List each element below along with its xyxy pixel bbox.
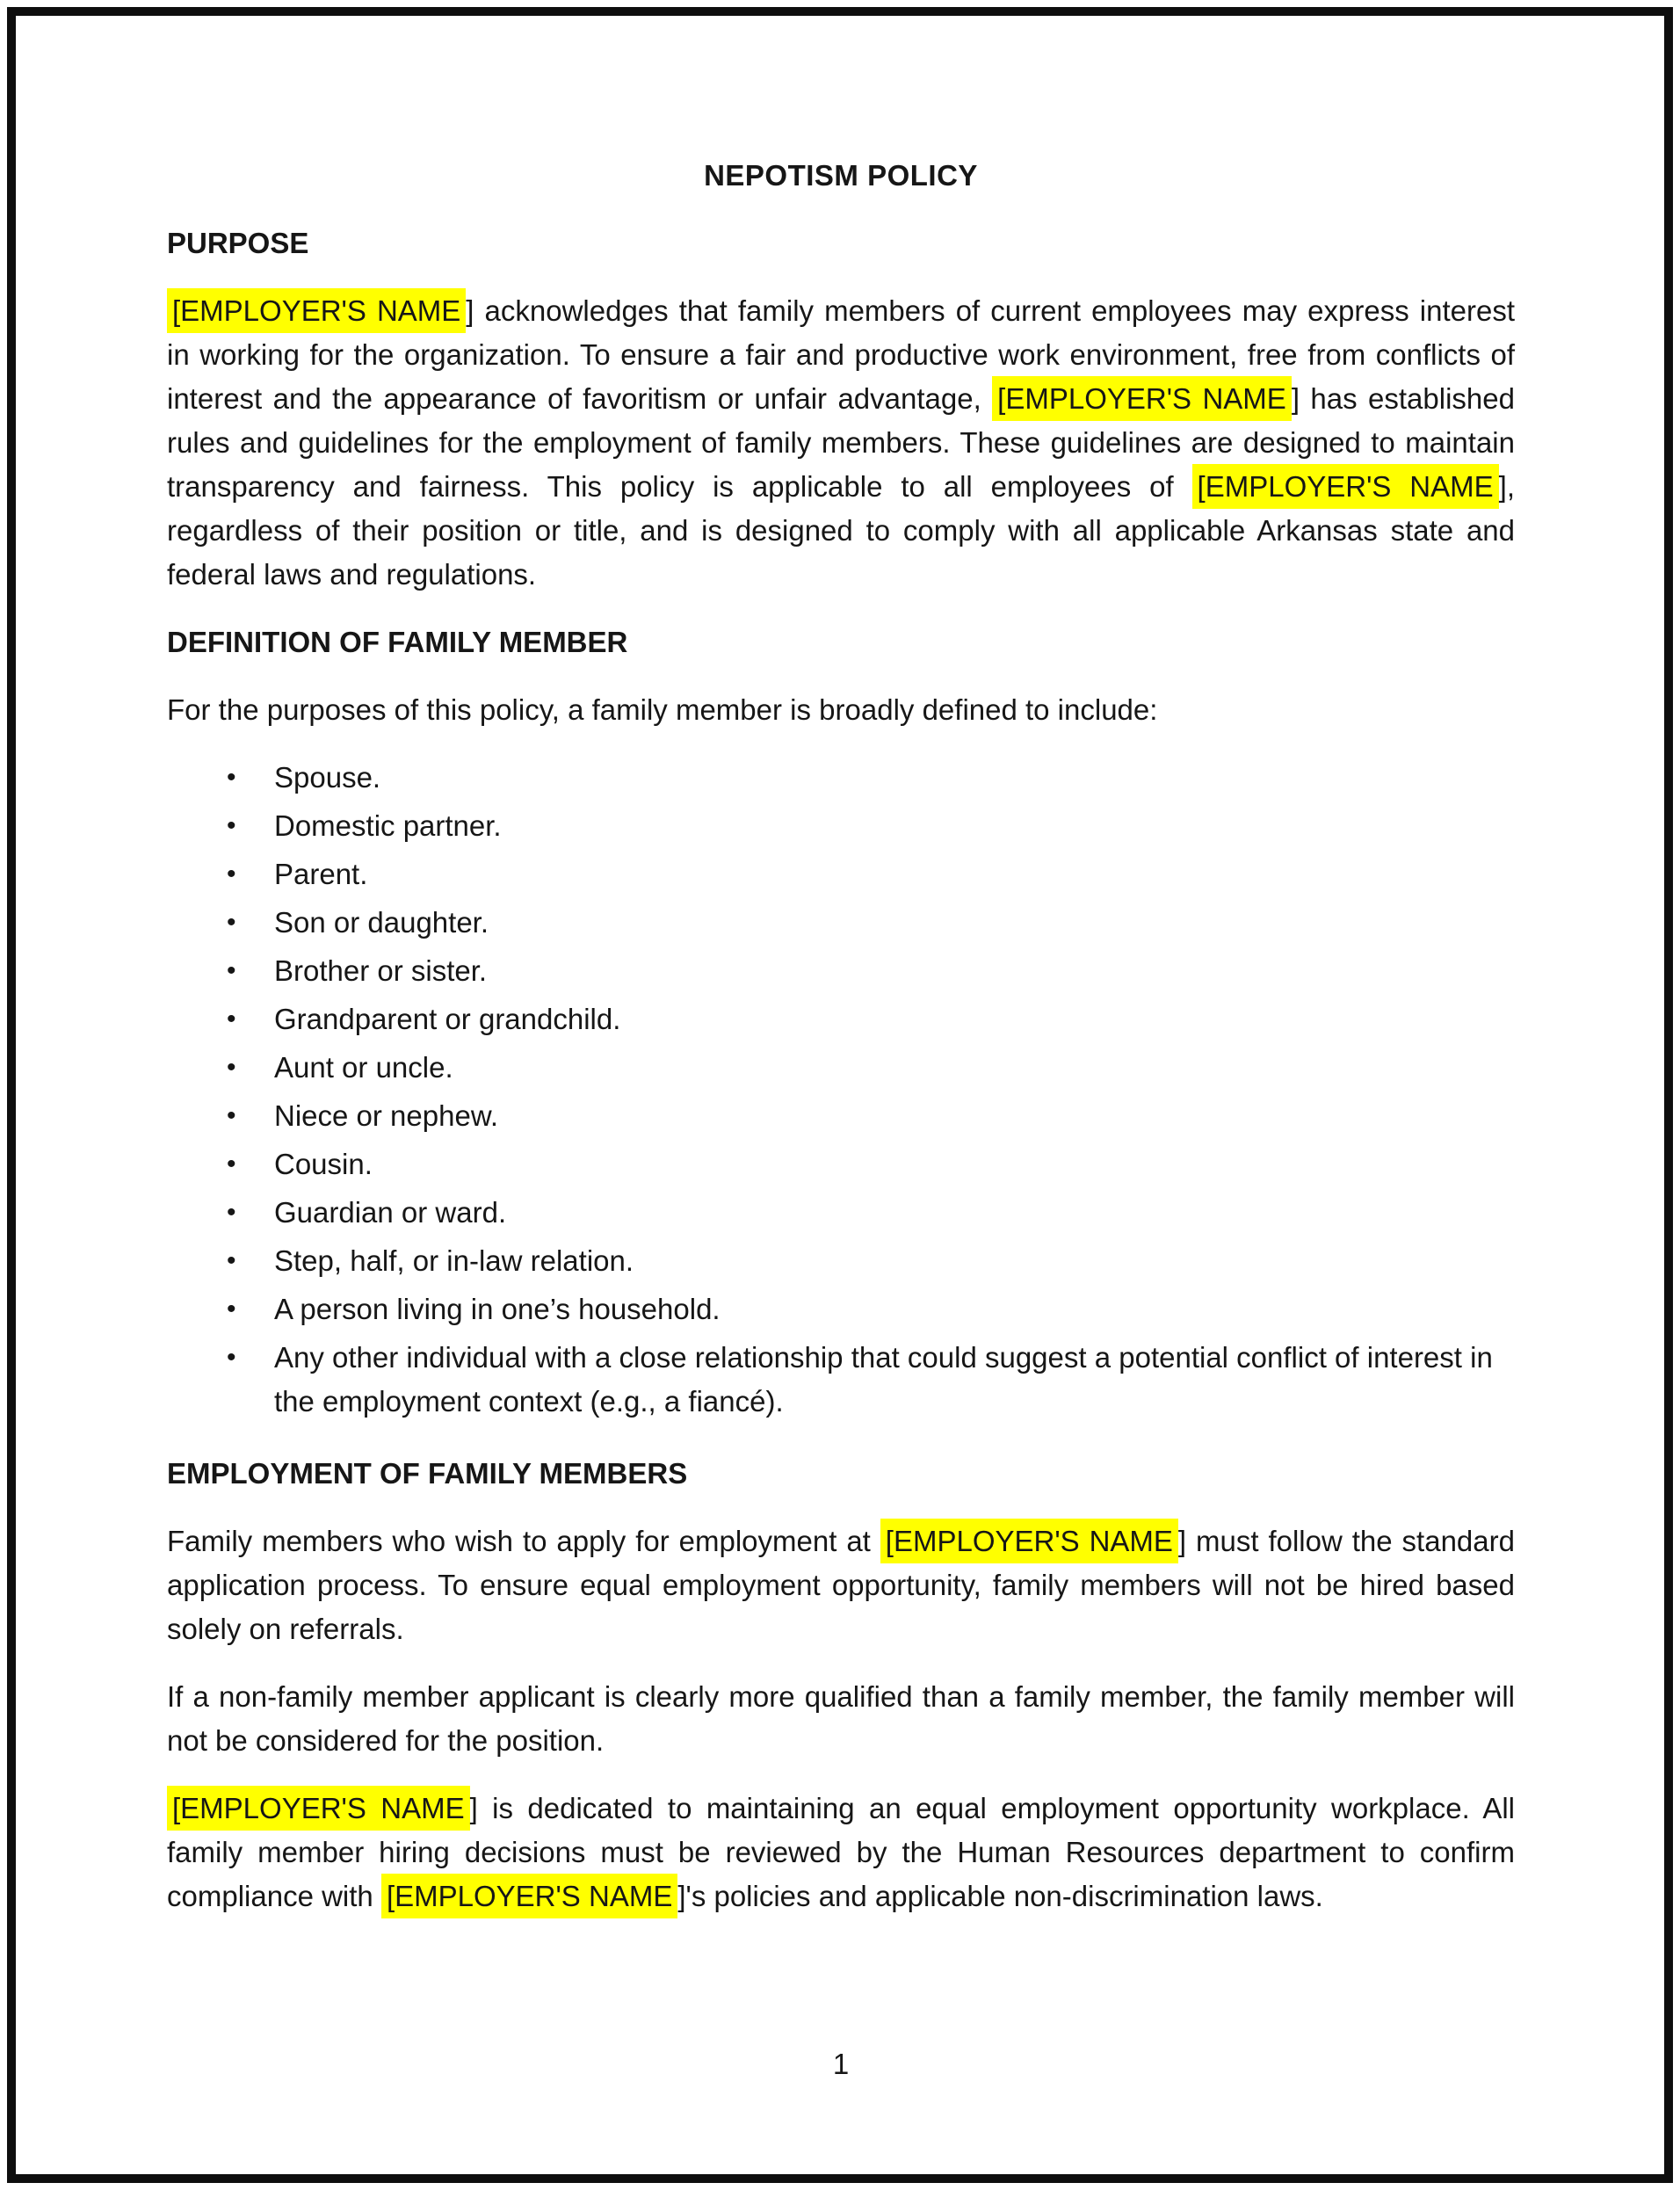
section-heading-definition: DEFINITION OF FAMILY MEMBER [167,626,628,658]
paragraph-text: Family members who wish to apply for employment at [167,1525,880,1557]
employer-name-highlight: [EMPLOYER'S NAME [167,1786,470,1831]
section-heading-employment: EMPLOYMENT OF FAMILY MEMBERS [167,1457,688,1490]
definition-intro: For the purposes of this policy, a family member is broadly defined to include: [167,693,1158,726]
paragraph-text: If a non-family member applicant is clearly more qualified than a family member, the family member will not be considered for the position. [167,1680,1515,1757]
list-item: • Niece or nephew. [167,1094,1515,1138]
page-title: NEPOTISM POLICY [704,159,978,192]
list-item: • Guardian or ward. [167,1191,1515,1235]
employer-name-highlight: [EMPLOYER'S NAME [167,288,466,333]
page-number: 1 [832,2048,850,2080]
list-item: • Spouse. [167,756,1515,800]
purpose-paragraph [167,289,1515,597]
paragraph-text: ] acknowledges that family members of current employees may express interest in working for the organization. To ensure a fair and productive work environment, free from conflicts of interest and the appearance of favoritism or unfair advantage, [167,294,1515,415]
list-item: • Domestic partner. [167,804,1515,848]
paragraph-text: ] is dedicated to maintaining an equal employment opportunity workplace. All family member hiring decisions must be reviewed by the Human Resources department to confirm compliance with [167,1792,1515,1912]
employer-name-highlight: [EMPLOYER'S NAME [381,1874,677,1918]
employment-paragraph-qualification [167,1675,1515,1763]
list-item: • Parent. [167,852,1515,896]
paragraph-text: ]'s policies and applicable non-discrimination laws. [677,1880,1323,1912]
list-item: • Cousin. [167,1142,1515,1186]
list-item: • Brother or sister. [167,949,1515,993]
list-item: • Any other individual with a close relationship that could suggest a potential conflict of interest in the employment context (e.g., a fiancé). [167,1336,1515,1424]
list-item: • Son or daughter. [167,901,1515,945]
list-item: • Grandparent or grandchild. [167,997,1515,1041]
paragraph-text: ] has established rules and guidelines for the employment of family members. These guidelines are designed to maintain transparency and fairness. This policy is applicable to all employees of [167,382,1515,503]
document-page [7,7,1673,2183]
family-member-list [167,756,1515,1428]
list-item: • Aunt or uncle. [167,1046,1515,1090]
list-item: • Step, half, or in-law relation. [167,1239,1515,1283]
employment-paragraph-eeo [167,1787,1515,1918]
employer-name-highlight: [EMPLOYER'S NAME [992,376,1292,421]
section-heading-purpose: PURPOSE [167,227,309,259]
paragraph-text: ] must follow the standard application process. To ensure equal employment opportunity, family members will not be hired based solely on referrals. [167,1525,1515,1645]
employment-paragraph-application [167,1519,1515,1651]
list-item: • A person living in one’s household. [167,1287,1515,1331]
employer-name-highlight: [EMPLOYER'S NAME [1192,464,1499,509]
employer-name-highlight: [EMPLOYER'S NAME [880,1519,1178,1563]
paragraph-text: ], regardless of their position or title, and is designed to comply with all applicable Arkansas state and federal laws and regulations. [167,470,1515,591]
